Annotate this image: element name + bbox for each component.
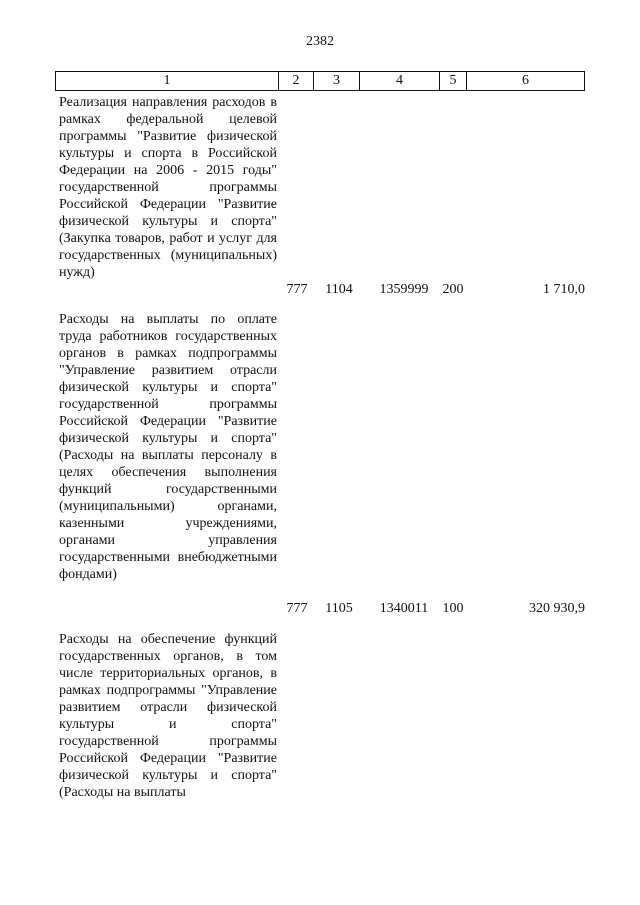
header-col-2: 2 <box>279 72 314 90</box>
header-col-3: 3 <box>314 72 360 90</box>
row-target-code: 1359999 <box>379 282 429 297</box>
header-col-1: 1 <box>56 72 279 90</box>
row-expense-type: 200 <box>442 282 464 297</box>
row-section-code: 1105 <box>325 601 353 616</box>
header-col-6: 6 <box>522 73 529 88</box>
row-ministry-code: 777 <box>286 601 308 616</box>
row-amount: 320 930,9 <box>529 601 585 616</box>
table-header <box>55 71 585 91</box>
row-target-code: 1340011 <box>379 601 429 616</box>
row-section-code: 1104 <box>325 282 353 297</box>
header-col-5: 5 <box>440 72 467 90</box>
row-ministry-code: 777 <box>286 282 308 297</box>
row-description: Расходы на выплаты по оплате труда работников государственных органов в рамках подпрограммы "Управление развитием отрасли физической культуры и спорта" государственной программы Российской Федерации "Развитие физической культуры и спорта" (Расходы на выплаты персоналу в целях обеспечения выполнения функций государственными (муниципальными) органами, казенными учреждениями, органами управления государственными внебюджетными фондами) <box>59 312 277 582</box>
row-amount: 1 710,0 <box>543 282 585 297</box>
row-description: Расходы на обеспечение функций государственных органов, в том числе территориальных органов, в рамках подпрограммы "Управление развитием отрасли физической культуры и спорта" государственной программы Российской Федерации "Развитие физической культуры и спорта" (Расходы на выплаты <box>59 632 277 800</box>
row-description: Реализация направления расходов в рамках федеральной целевой программы "Развитие физической культуры и спорта в Российской Федерации на 2006 - 2015 годы" государственной программы Российской Федерации "Развитие физической культуры и спорта" (Закупка товаров, работ и услуг для государственных (муниципальных) нужд) <box>59 95 277 280</box>
row-expense-type: 100 <box>442 601 464 616</box>
header-col-4: 4 <box>360 72 440 90</box>
page-number: 2382 <box>306 34 334 49</box>
